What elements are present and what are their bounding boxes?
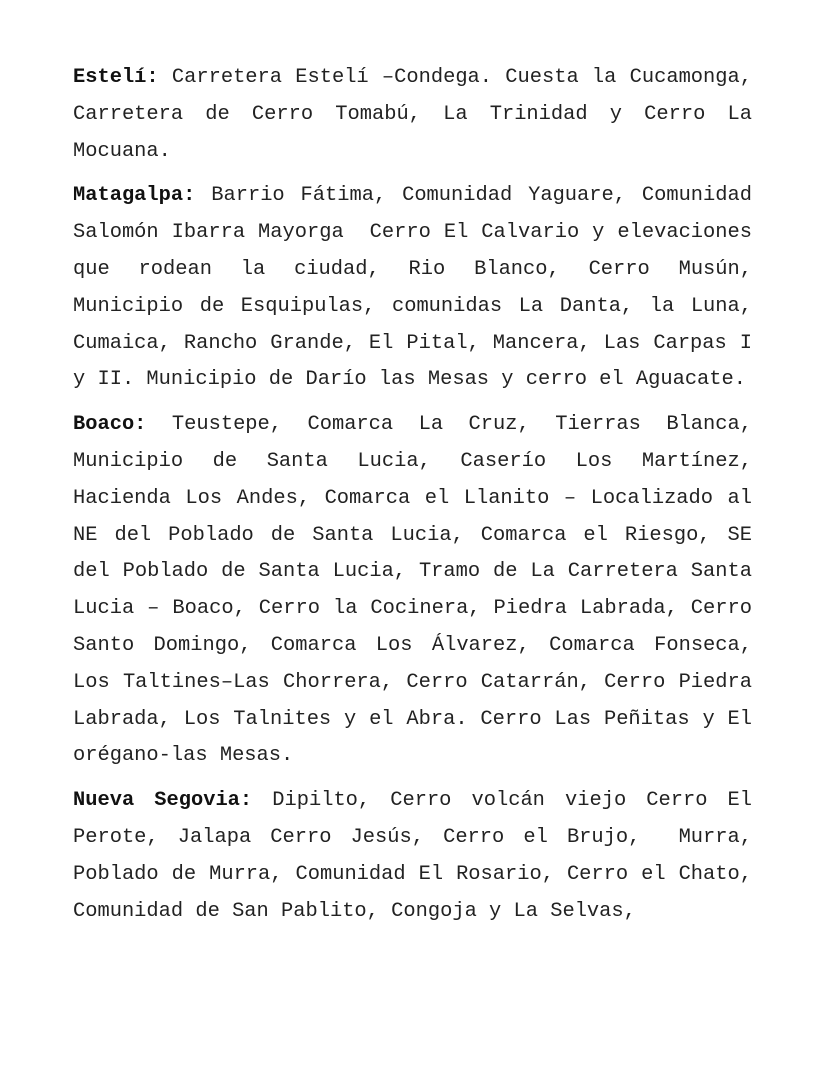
section-esteli bbox=[73, 60, 765, 170]
section-label: Matagalpa: bbox=[73, 184, 196, 208]
section-boaco bbox=[73, 407, 765, 775]
section-text: Barrio Fátima, Comunidad Yaguare, Comunidad Salomón Ibarra Mayorga Cerro El Calvario y elevaciones que rodean la ciudad, Rio Blanco, Cerro Musún, Municipio de Esquipulas, comunidas La Danta, la Luna, Cumaica, Rancho Grande, El Pital, Mancera, Las Carpas I y II. Municipio de Darío las Mesas y cerro el Aguacate. bbox=[73, 184, 765, 392]
section-text: Carretera Estelí –Condega. Cuesta la Cucamonga, Carretera de Cerro Tomabú, La Trinidad y Cerro La Mocuana. bbox=[73, 66, 765, 163]
section-text: Dipilto, Cerro volcán viejo Cerro El Perote, Jalapa Cerro Jesús, Cerro el Brujo, Murra, Poblado de Murra, Comunidad El Rosario, Cerro el Chato, Comunidad de San Pablito, Congoja y La Selvas, bbox=[73, 789, 765, 923]
document-page bbox=[73, 60, 765, 938]
section-label: Nueva Segovia: bbox=[73, 789, 253, 813]
section-label: Boaco: bbox=[73, 413, 147, 437]
section-matagalpa bbox=[73, 178, 765, 399]
section-label: Estelí: bbox=[73, 66, 159, 89]
section-nueva-segovia bbox=[73, 783, 765, 930]
section-text: Teustepe, Comarca La Cruz, Tierras Blanca, Municipio de Santa Lucia, Caserío Los Martínez, Hacienda Los Andes, Comarca el Llanito – Localizado al NE del Poblado de Santa Lucia, Comarca el Riesgo, SE del Poblado de Santa Lucia, Tramo de La Carretera Santa Lucia – Boaco, Cerro la Cocinera, Piedra Labrada, Cerro Santo Domingo, Comarca Los Álvarez, Comarca Fonseca, Los Taltines–Las Chorrera, Cerro Catarrán, Cerro Piedra Labrada, Los Talnites y el Abra. Cerro Las Peñitas y El orégano-las Mesas. bbox=[73, 413, 765, 768]
